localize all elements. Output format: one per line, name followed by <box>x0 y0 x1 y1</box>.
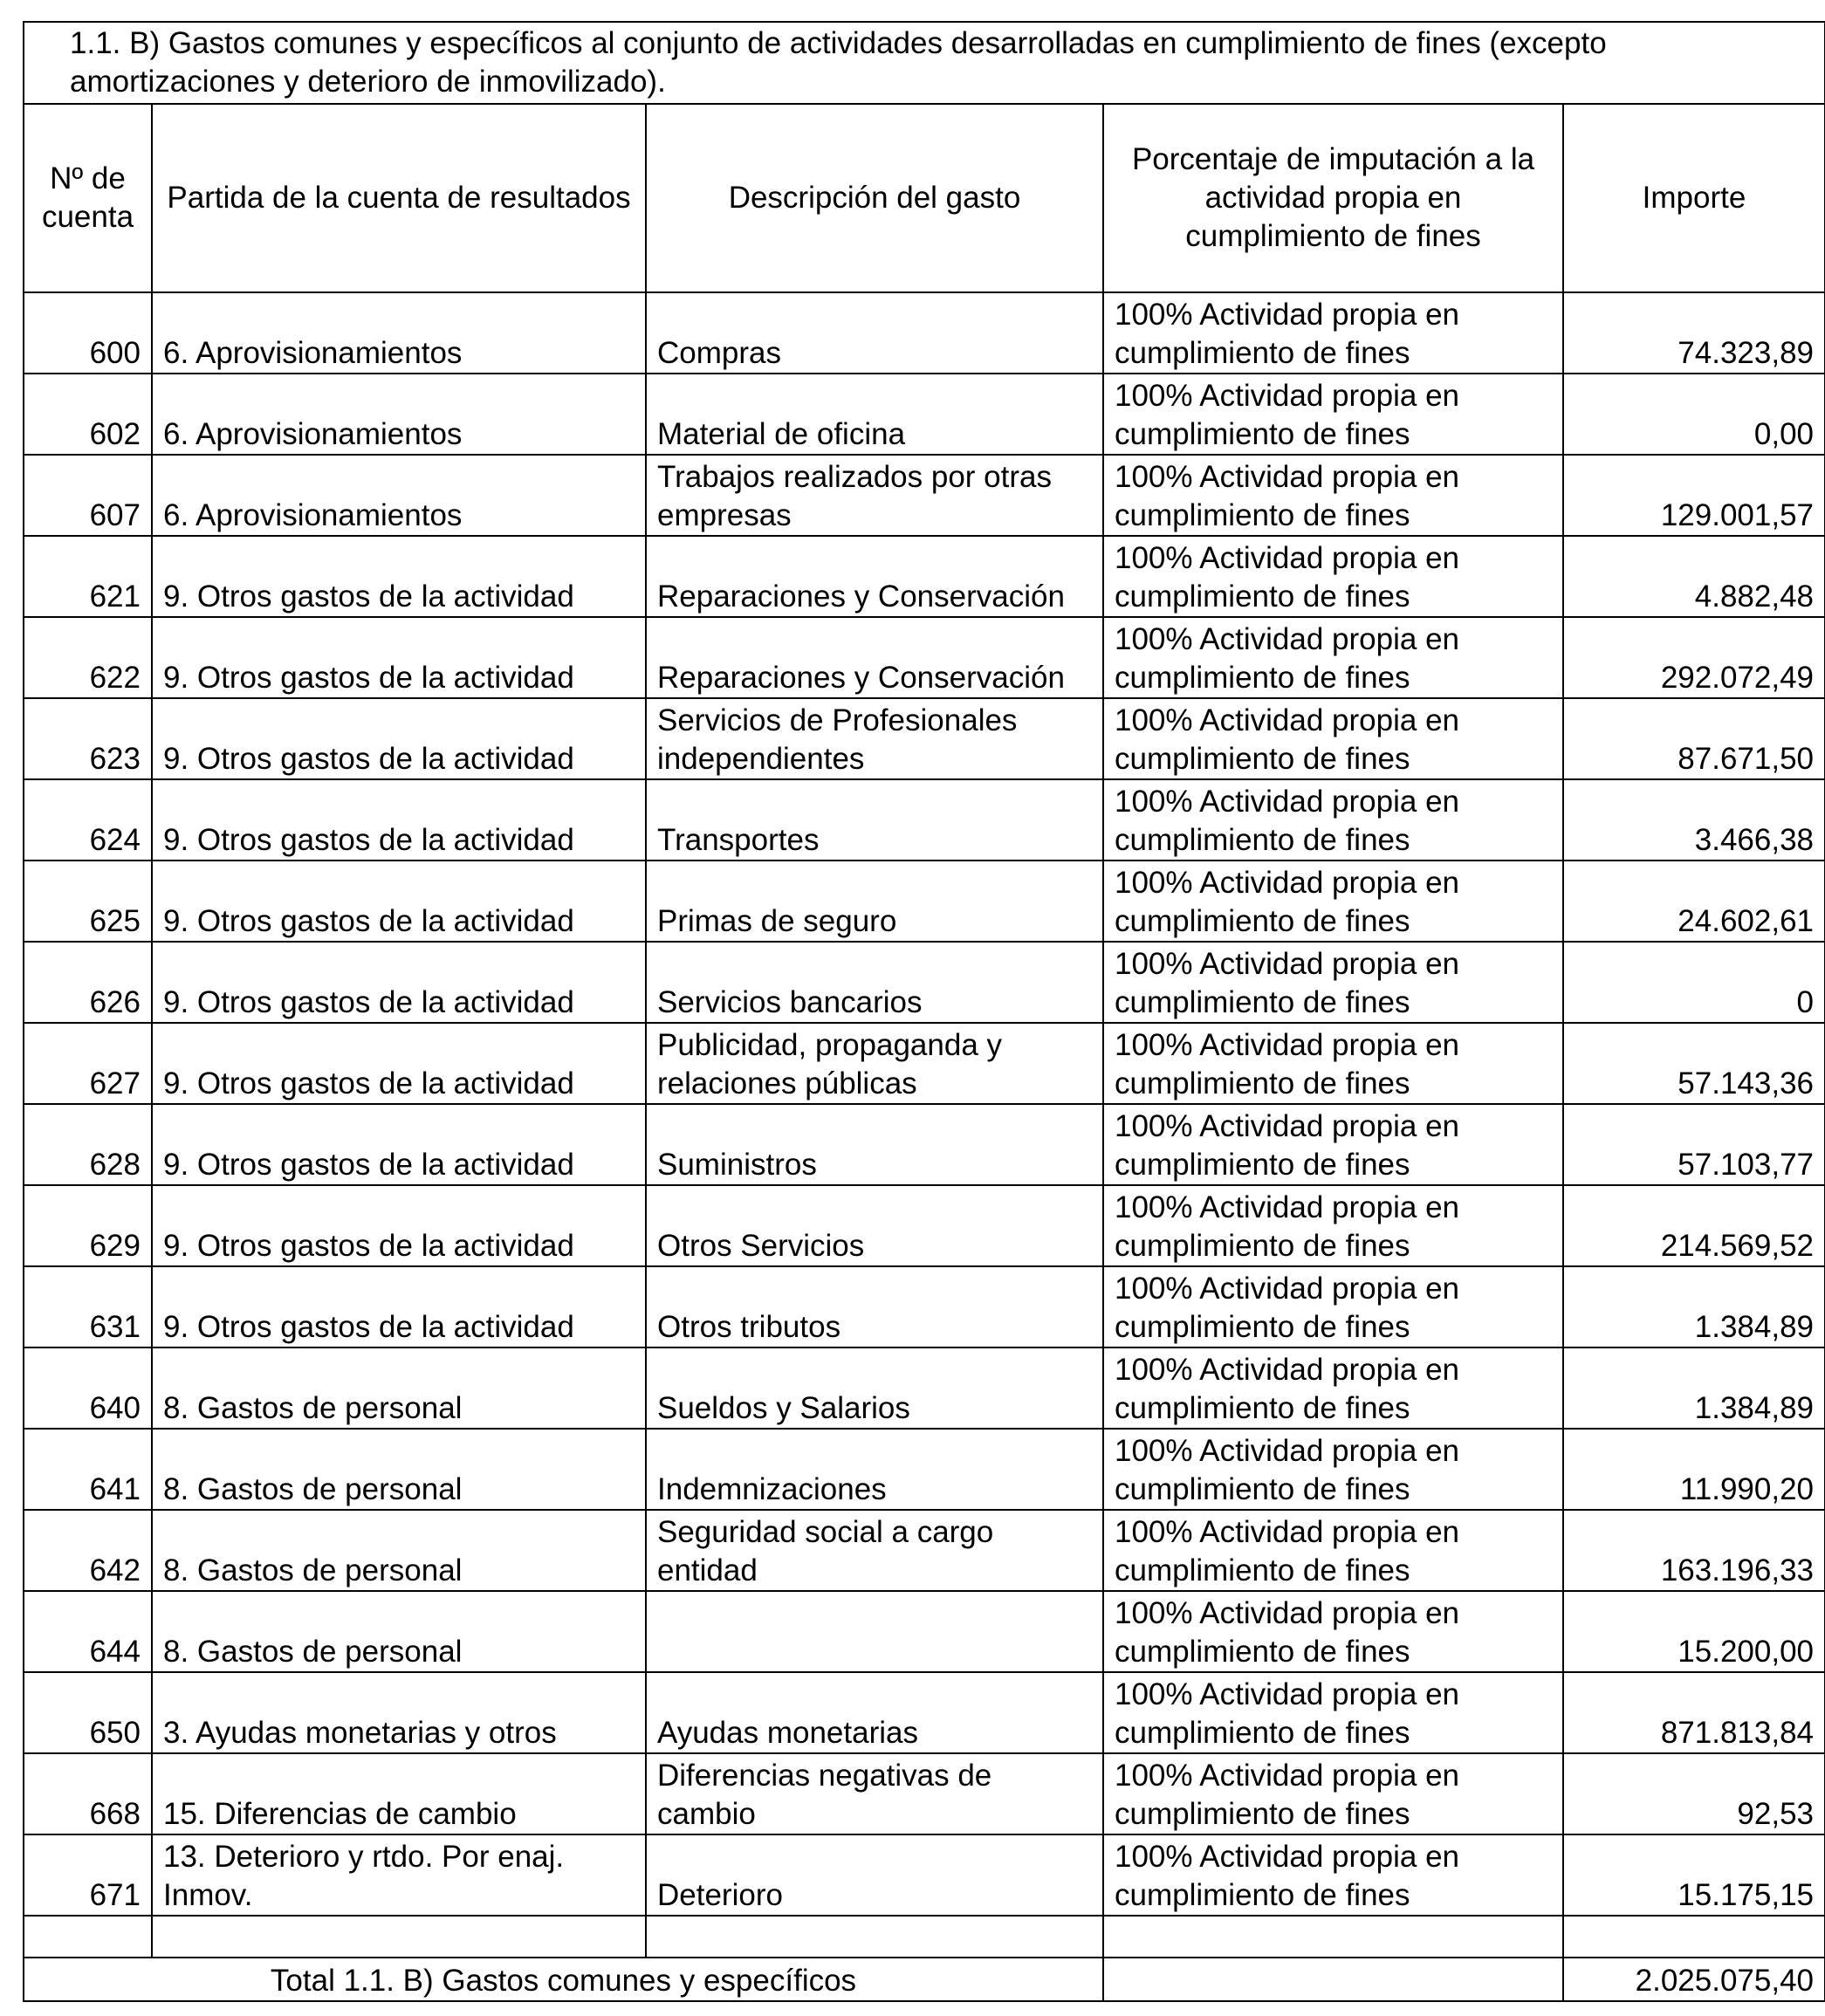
cell-porcentaje: 100% Actividad propia en cumplimiento de fines <box>1103 698 1563 779</box>
cell-cuenta: 626 <box>24 942 152 1023</box>
cell-partida: 9. Otros gastos de la actividad <box>152 617 646 698</box>
cell-cuenta: 622 <box>24 617 152 698</box>
header-porcentaje: Porcentaje de imputación a la actividad propia en cumplimiento de fines <box>1103 104 1563 292</box>
cell-partida: 13. Deterioro y rtdo. Por enaj. Inmov. <box>152 1834 646 1916</box>
cell-cuenta: 627 <box>24 1023 152 1104</box>
table-title-text: 1.1. B) Gastos comunes y específicos al conjunto de actividades desarrolladas en cumplimiento de fines (excepto amortizaciones y deterioro de inmovilizado). <box>70 26 1607 99</box>
cell-partida: 9. Otros gastos de la actividad <box>152 1104 646 1185</box>
cell-descripcion: Transportes <box>646 779 1103 861</box>
cell-porcentaje: 100% Actividad propia en cumplimiento de fines <box>1103 942 1563 1023</box>
table-row <box>24 1672 1825 1753</box>
table-title <box>24 22 1825 104</box>
cell-descripcion: Primas de seguro <box>646 861 1103 942</box>
table-row <box>24 374 1825 455</box>
cell-porcentaje: 100% Actividad propia en cumplimiento de fines <box>1103 1591 1563 1672</box>
header-row <box>24 104 1825 292</box>
cell-importe: 15.200,00 <box>1563 1591 1825 1672</box>
cell-descripcion: Otros tributos <box>646 1266 1103 1347</box>
cell-porcentaje: 100% Actividad propia en cumplimiento de fines <box>1103 1429 1563 1510</box>
cell-porcentaje: 100% Actividad propia en cumplimiento de fines <box>1103 1834 1563 1916</box>
cell-descripcion: Compras <box>646 292 1103 374</box>
total-row <box>24 1958 1825 2001</box>
cell-cuenta: 650 <box>24 1672 152 1753</box>
cell-cuenta: 624 <box>24 779 152 861</box>
cell-importe: 24.602,61 <box>1563 861 1825 942</box>
cell-importe: 74.323,89 <box>1563 292 1825 374</box>
table-row <box>24 861 1825 942</box>
table-row <box>24 1591 1825 1672</box>
cell-porcentaje: 100% Actividad propia en cumplimiento de fines <box>1103 1266 1563 1347</box>
cell-porcentaje: 100% Actividad propia en cumplimiento de fines <box>1103 1104 1563 1185</box>
cell-porcentaje: 100% Actividad propia en cumplimiento de fines <box>1103 1753 1563 1834</box>
cell-descripcion: Suministros <box>646 1104 1103 1185</box>
cell-cuenta: 602 <box>24 374 152 455</box>
blank-row <box>24 1916 1825 1958</box>
cell-descripcion: Seguridad social a cargo entidad <box>646 1510 1103 1591</box>
cell-porcentaje: 100% Actividad propia en cumplimiento de fines <box>1103 1023 1563 1104</box>
cell-importe: 214.569,52 <box>1563 1185 1825 1266</box>
cell-porcentaje: 100% Actividad propia en cumplimiento de fines <box>1103 1185 1563 1266</box>
cell-descripcion: Reparaciones y Conservación <box>646 617 1103 698</box>
cell-descripcion: Reparaciones y Conservación <box>646 536 1103 617</box>
cell-partida: 9. Otros gastos de la actividad <box>152 536 646 617</box>
header-descripcion: Descripción del gasto <box>646 104 1103 292</box>
cell-porcentaje: 100% Actividad propia en cumplimiento de fines <box>1103 455 1563 536</box>
cell-importe: 292.072,49 <box>1563 617 1825 698</box>
cell-importe: 1.384,89 <box>1563 1266 1825 1347</box>
cell-importe: 87.671,50 <box>1563 698 1825 779</box>
cell-partida: 9. Otros gastos de la actividad <box>152 698 646 779</box>
cell-partida: 9. Otros gastos de la actividad <box>152 779 646 861</box>
cell-importe: 92,53 <box>1563 1753 1825 1834</box>
table-row <box>24 1266 1825 1347</box>
cell-importe: 15.175,15 <box>1563 1834 1825 1916</box>
cell-cuenta: 623 <box>24 698 152 779</box>
cell-partida: 9. Otros gastos de la actividad <box>152 1023 646 1104</box>
table-row <box>24 1104 1825 1185</box>
table-row <box>24 1834 1825 1916</box>
cell-porcentaje: 100% Actividad propia en cumplimiento de fines <box>1103 292 1563 374</box>
cell-importe: 1.384,89 <box>1563 1347 1825 1429</box>
cell-cuenta: 641 <box>24 1429 152 1510</box>
total-importe: 2.025.075,40 <box>1563 1958 1825 2001</box>
total-empty-cell <box>1103 1958 1563 2001</box>
cell-cuenta: 642 <box>24 1510 152 1591</box>
cell-partida: 9. Otros gastos de la actividad <box>152 861 646 942</box>
cell-cuenta: 629 <box>24 1185 152 1266</box>
expenses-table <box>23 21 1825 2002</box>
cell-porcentaje: 100% Actividad propia en cumplimiento de fines <box>1103 374 1563 455</box>
cell-cuenta: 628 <box>24 1104 152 1185</box>
cell-importe: 11.990,20 <box>1563 1429 1825 1510</box>
cell-partida: 6. Aprovisionamientos <box>152 455 646 536</box>
cell-cuenta: 644 <box>24 1591 152 1672</box>
cell-importe: 129.001,57 <box>1563 455 1825 536</box>
cell-porcentaje: 100% Actividad propia en cumplimiento de fines <box>1103 1347 1563 1429</box>
cell-descripcion: Ayudas monetarias <box>646 1672 1103 1753</box>
cell-partida: 3. Ayudas monetarias y otros <box>152 1672 646 1753</box>
cell-cuenta: 631 <box>24 1266 152 1347</box>
cell-descripcion: Trabajos realizados por otras empresas <box>646 455 1103 536</box>
cell-partida: 9. Otros gastos de la actividad <box>152 1185 646 1266</box>
cell-cuenta: 625 <box>24 861 152 942</box>
cell-porcentaje: 100% Actividad propia en cumplimiento de fines <box>1103 861 1563 942</box>
table-row <box>24 1753 1825 1834</box>
cell-partida: 9. Otros gastos de la actividad <box>152 1266 646 1347</box>
table-row <box>24 1429 1825 1510</box>
cell-partida: 8. Gastos de personal <box>152 1510 646 1591</box>
cell-descripcion: Servicios de Profesionales independientes <box>646 698 1103 779</box>
table-row <box>24 779 1825 861</box>
cell-partida: 8. Gastos de personal <box>152 1347 646 1429</box>
cell-cuenta: 621 <box>24 536 152 617</box>
cell-descripcion: Sueldos y Salarios <box>646 1347 1103 1429</box>
cell-importe: 57.103,77 <box>1563 1104 1825 1185</box>
cell-partida: 8. Gastos de personal <box>152 1591 646 1672</box>
cell-partida: 15. Diferencias de cambio <box>152 1753 646 1834</box>
cell-importe: 163.196,33 <box>1563 1510 1825 1591</box>
cell-porcentaje: 100% Actividad propia en cumplimiento de fines <box>1103 1510 1563 1591</box>
table-row <box>24 942 1825 1023</box>
table-row <box>24 1347 1825 1429</box>
expenses-document <box>23 21 1824 2013</box>
cell-descripcion: Indemnizaciones <box>646 1429 1103 1510</box>
total-label: Total 1.1. B) Gastos comunes y específicos <box>24 1958 1103 2001</box>
cell-partida: 6. Aprovisionamientos <box>152 292 646 374</box>
cell-porcentaje: 100% Actividad propia en cumplimiento de fines <box>1103 1672 1563 1753</box>
cell-descripcion: Material de oficina <box>646 374 1103 455</box>
cell-porcentaje: 100% Actividad propia en cumplimiento de fines <box>1103 779 1563 861</box>
header-partida: Partida de la cuenta de resultados <box>152 104 646 292</box>
cell-partida: 6. Aprovisionamientos <box>152 374 646 455</box>
cell-cuenta: 640 <box>24 1347 152 1429</box>
cell-descripcion <box>646 1591 1103 1672</box>
table-row <box>24 455 1825 536</box>
cell-importe: 0 <box>1563 942 1825 1023</box>
table-row <box>24 1185 1825 1266</box>
cell-partida: 9. Otros gastos de la actividad <box>152 942 646 1023</box>
header-importe: Importe <box>1563 104 1825 292</box>
cell-importe: 3.466,38 <box>1563 779 1825 861</box>
cell-cuenta: 668 <box>24 1753 152 1834</box>
cell-porcentaje: 100% Actividad propia en cumplimiento de fines <box>1103 536 1563 617</box>
table-row <box>24 1510 1825 1591</box>
cell-cuenta: 607 <box>24 455 152 536</box>
cell-descripcion: Publicidad, propaganda y relaciones públicas <box>646 1023 1103 1104</box>
header-cuenta: Nº de cuenta <box>24 104 152 292</box>
cell-partida: 8. Gastos de personal <box>152 1429 646 1510</box>
table-row <box>24 1023 1825 1104</box>
table-row <box>24 617 1825 698</box>
cell-porcentaje: 100% Actividad propia en cumplimiento de fines <box>1103 617 1563 698</box>
cell-descripcion: Servicios bancarios <box>646 942 1103 1023</box>
cell-descripcion: Otros Servicios <box>646 1185 1103 1266</box>
cell-cuenta: 600 <box>24 292 152 374</box>
cell-descripcion: Deterioro <box>646 1834 1103 1916</box>
cell-cuenta: 671 <box>24 1834 152 1916</box>
cell-importe: 57.143,36 <box>1563 1023 1825 1104</box>
cell-importe: 4.882,48 <box>1563 536 1825 617</box>
table-row <box>24 292 1825 374</box>
table-row <box>24 698 1825 779</box>
cell-importe: 871.813,84 <box>1563 1672 1825 1753</box>
table-row <box>24 536 1825 617</box>
cell-descripcion: Diferencias negativas de cambio <box>646 1753 1103 1834</box>
cell-importe: 0,00 <box>1563 374 1825 455</box>
